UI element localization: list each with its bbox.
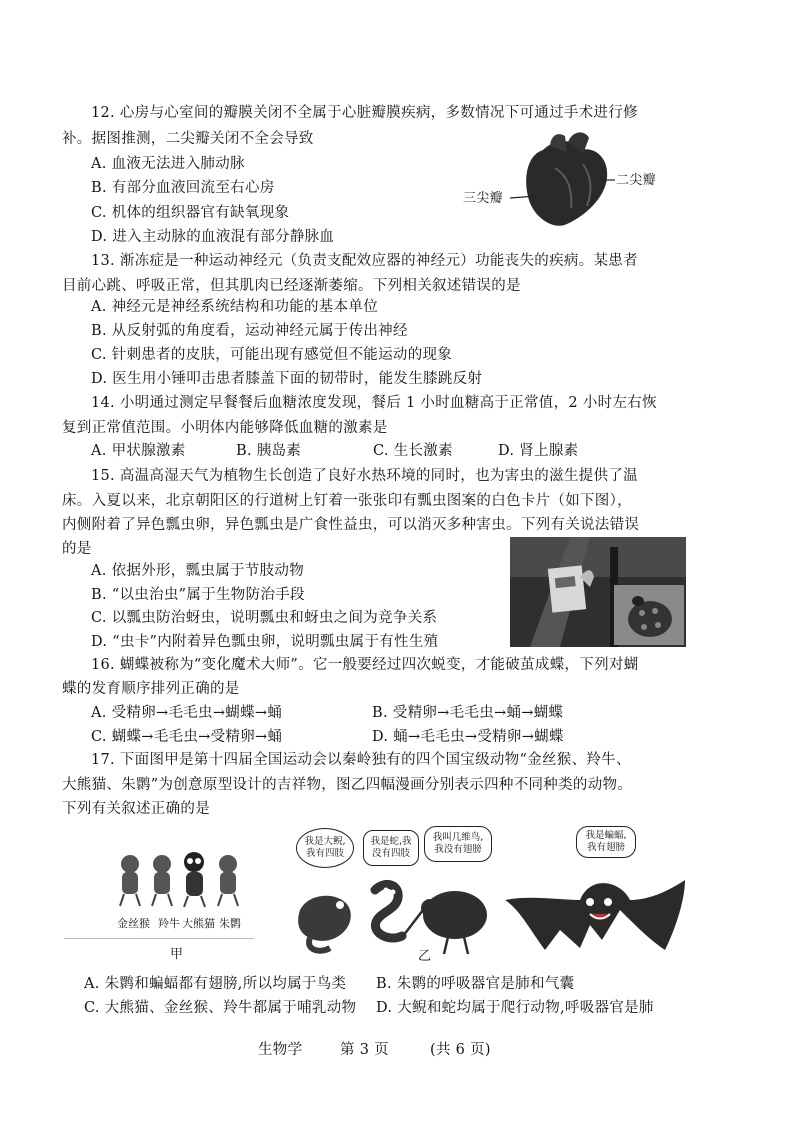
heart-figure: [455, 128, 695, 233]
q13-stem-line1: 13. 渐冻症是一种运动神经元（负责支配效应器的神经元）功能丧失的疾病。某患者: [91, 253, 638, 269]
q14-stem-line2: 复到正常值范围。小明体内能够降低血糖的激素是: [62, 420, 388, 436]
q15-option-b: B. “以虫治虫”属于生物防治手段: [91, 587, 305, 603]
q14-option-c: C. 生长激素: [373, 443, 453, 459]
footer-subject: 生物学: [258, 1042, 303, 1058]
q15-option-a: A. 依据外形，瓢虫属于节肢动物: [91, 563, 304, 579]
ladybug-card-photo: [510, 537, 686, 647]
q15-option-d: D. “虫卡”内附着异色瓢虫卵，说明瓢虫属于有性生殖: [91, 634, 439, 650]
snake-speech-line2: 没有四肢: [371, 848, 410, 859]
q12-option-b: B. 有部分血液回流至右心房: [91, 180, 275, 196]
q17-option-b: B. 朱鹮的呼吸器官是肺和气囊: [376, 976, 575, 992]
tricuspid-valve-label: 三尖瓣: [463, 191, 503, 206]
q14-option-b: B. 胰岛素: [236, 443, 302, 459]
kiwi-speech-line2: 我没有翅膀: [434, 844, 482, 855]
bat-speech-line1: 我是蝙蝠,: [585, 830, 627, 841]
salamander-speech-line1: 我是大鲵,: [304, 836, 346, 847]
footer-total-pages: (共 6 页): [430, 1042, 491, 1058]
q15-stem-line3: 内侧附着了异色瓢虫卵，异色瓢虫是广食性益虫，可以消灭多种害虫。下列有关说法错误: [62, 517, 640, 533]
mascot-label-takin: 羚牛: [158, 917, 180, 930]
q17-stem-line1: 17. 下面图甲是第十四届全国运动会以秦岭独有的四个国宝级动物“金丝猴、羚牛、: [91, 752, 631, 768]
q14-option-d: D. 肾上腺素: [498, 443, 579, 459]
snake-speech-line1: 我是蛇,我: [370, 836, 412, 847]
mascot-label-ibis: 朱鹮: [219, 917, 241, 930]
q17-option-c: C. 大熊猫、金丝猴、羚牛都属于哺乳动物: [84, 1000, 357, 1016]
figure-b-label: 乙: [418, 949, 432, 964]
q17-option-d: D. 大鲵和蛇均属于爬行动物,呼吸器官是肺: [376, 1000, 654, 1016]
q16-stem-line2: 蝶的发育顺序排列正确的是: [62, 681, 240, 697]
footer-page-number: 第 3 页: [340, 1042, 389, 1058]
q14-stem-line1: 14. 小明通过测定早餐餐后血糖浓度发现，餐后 1 小时血糖高于正常值，2 小时左右恢: [91, 395, 657, 411]
mitral-valve-label: 二尖瓣: [616, 173, 656, 188]
q15-stem-line2: 床。入夏以来，北京朝阳区的行道树上钉着一张张印有瓢虫图案的白色卡片（如下图），: [62, 493, 632, 509]
q13-option-b: B. 从反射弧的角度看，运动神经元属于传出神经: [91, 323, 408, 339]
q17-stem-line2: 大熊猫、朱鹮”为创意原型设计的吉祥物，图乙四幅漫画分别表示四种不同种类的动物。: [62, 777, 633, 793]
speech-bubble-salamander: [296, 828, 354, 868]
q16-stem-line1: 16. 蝴蝶被称为“变化魔术大师”。它一般要经过四次蜕变，才能破茧成蝶，下列对蝴: [91, 657, 639, 673]
q12-option-d: D. 进入主动脉的血液混有部分静脉血: [91, 229, 335, 245]
q12-stem-line2: 补。据图推测，二尖瓣关闭不全会导致: [62, 131, 314, 147]
figure-a-label: 甲: [170, 947, 184, 962]
q16-option-b: B. 受精卵→毛毛虫→蛹→蝴蝶: [372, 705, 564, 721]
q15-stem-line4: 的是: [62, 541, 92, 557]
q13-stem-line2: 目前心跳、呼吸正常，但其肌肉已经逐渐萎缩。下列相关叙述错误的是: [62, 278, 521, 294]
figure-divider: [64, 938, 254, 939]
q13-option-a: A. 神经元是神经系统结构和功能的基本单位: [91, 299, 378, 315]
mascot-label-panda: 大熊猫: [182, 917, 215, 930]
q13-option-c: C. 针刺患者的皮肤，可能出现有感觉但不能运动的现象: [91, 347, 453, 363]
q12-stem-line1: 12. 心房与心室间的瓣膜关闭不全属于心脏瓣膜疾病，多数情况下可通过手术进行修: [91, 105, 638, 121]
q15-stem-line1: 15. 高温高湿天气为植物生长创造了良好水热环境的同时，也为害虫的滋生提供了温: [91, 468, 638, 484]
q15-option-c: C. 以瓢虫防治蚜虫，说明瓢虫和蚜虫之间为竞争关系: [91, 610, 438, 626]
kiwi-speech-line1: 我叫几维鸟,: [432, 832, 484, 843]
q14-option-a: A. 甲状腺激素: [91, 443, 186, 459]
q17-option-a: A. 朱鹮和蝙蝠都有翅膀,所以均属于鸟类: [84, 976, 347, 992]
salamander-speech-line2: 我有四肢: [305, 848, 344, 859]
q17-stem-line3: 下列有关叙述正确的是: [62, 801, 210, 817]
mascots-figure: [110, 850, 250, 910]
q12-option-a: A. 血液无法进入肺动脉: [91, 156, 245, 172]
speech-bubble-snake: [363, 830, 419, 866]
speech-bubble-kiwi: [424, 826, 492, 862]
animals-cartoon-figure: [290, 870, 690, 955]
q12-option-c: C. 机体的组织器官有缺氧现象: [91, 205, 290, 221]
q16-option-c: C. 蝴蝶→毛毛虫→受精卵→蛹: [91, 729, 283, 745]
bat-speech-line2: 我有翅膀: [586, 842, 625, 853]
speech-bubble-bat: [576, 826, 636, 858]
q16-option-a: A. 受精卵→毛毛虫→蝴蝶→蛹: [91, 705, 283, 721]
mascot-label-golden-monkey: 金丝猴: [117, 917, 150, 930]
q13-option-d: D. 医生用小锤叩击患者膝盖下面的韧带时，能发生膝跳反射: [91, 371, 483, 387]
q16-option-d: D. 蛹→毛毛虫→受精卵→蝴蝶: [372, 729, 564, 745]
